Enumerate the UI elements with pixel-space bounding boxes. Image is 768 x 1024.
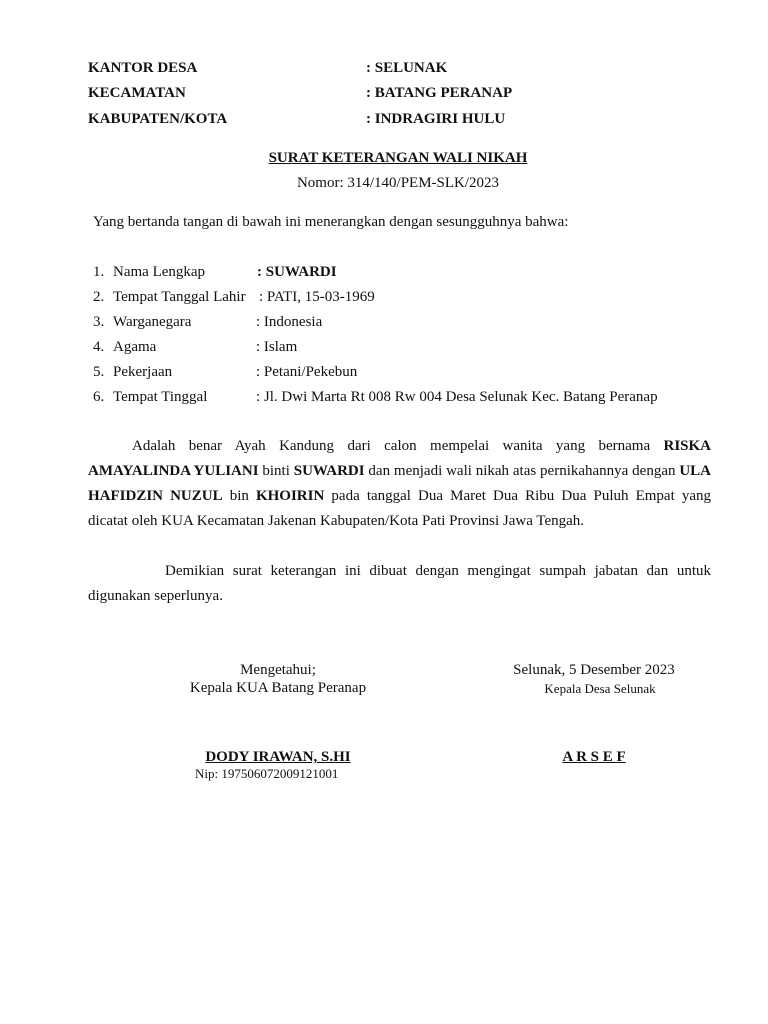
signature-right-title: Kepala Desa Selunak (544, 681, 656, 696)
field-number: 4. (93, 339, 105, 355)
intro-text: Yang bertanda tangan di bawah ini menerangkan dengan sesungguhnya bahwa: (93, 214, 569, 230)
body-text: pada tanggal Dua Maret Dua Ribu Dua Puluh Empat yang dicatat oleh KUA Kecamatan Jakenan Kabupaten/Kota Pati Provinsi Jawa Tengah. (88, 488, 711, 529)
field-label-pekerjaan: Pekerjaan (113, 364, 173, 380)
signature-left-nip: Nip: 197506072009121001 (195, 766, 339, 781)
groom-name: ULA HAFIDZIN NUZUL (88, 463, 712, 504)
field-label-nama: Nama Lengkap (113, 264, 206, 280)
header-label-kantor-desa: KANTOR DESA (88, 60, 198, 76)
field-label-ttl: Tempat Tanggal Lahir (113, 289, 246, 305)
signature-right-name: A R S E F (562, 749, 626, 765)
header-value-kabupaten: : INDRAGIRI HULU (366, 111, 506, 127)
body-text: binti (258, 463, 294, 479)
field-number: 1. (93, 264, 105, 280)
field-number: 5. (93, 364, 105, 380)
field-value-tempat-tinggal: : Jl. Dwi Marta Rt 008 Rw 004 Desa Selunak Kec. Batang Peranap (256, 389, 658, 405)
header-value-kecamatan: : BATANG PERANAP (366, 85, 513, 101)
field-label-warganegara: Warganegara (113, 314, 192, 330)
field-value-nama: : SUWARDI (257, 264, 337, 280)
document-title: SURAT KETERANGAN WALI NIKAH (268, 150, 528, 166)
field-label-tempat-tinggal: Tempat Tinggal (113, 389, 208, 405)
field-number: 6. (93, 389, 105, 405)
father-name: SUWARDI (293, 463, 365, 479)
body-paragraph-1 (88, 434, 711, 534)
field-value-warganegara: : Indonesia (256, 314, 323, 330)
header-label-kabupaten: KABUPATEN/KOTA (88, 111, 228, 127)
header-value-kantor-desa: : SELUNAK (366, 60, 448, 76)
field-value-ttl: : PATI, 15-03-1969 (259, 289, 375, 305)
signature-left-name: DODY IRAWAN, S.HI (205, 749, 351, 765)
field-number: 3. (93, 314, 105, 330)
signature-left-line1: Mengetahui; (240, 662, 316, 678)
body-text: dan menjadi wali nikah atas pernikahannya dengan (364, 463, 680, 479)
bride-name: RISKA AMAYALINDA YULIANI (88, 438, 711, 479)
document-number: Nomor: 314/140/PEM-SLK/2023 (296, 175, 500, 191)
signature-right-date: Selunak, 5 Desember 2023 (513, 662, 675, 678)
field-label-agama: Agama (113, 339, 157, 355)
header-label-kecamatan: KECAMATAN (88, 85, 186, 101)
field-number: 2. (93, 289, 105, 305)
body-text: Adalah benar Ayah Kandung dari calon mempelai wanita yang bernama (132, 438, 664, 454)
field-value-pekerjaan: : Petani/Pekebun (256, 364, 358, 380)
body-text: bin (222, 488, 256, 504)
field-value-agama: : Islam (256, 339, 298, 355)
body-paragraph-2 (88, 559, 711, 609)
signature-left-line2: Kepala KUA Batang Peranap (189, 680, 367, 696)
closing-text: Demikian surat keterangan ini dibuat dengan mengingat sumpah jabatan dan untuk digunakan seperlunya. (88, 563, 711, 604)
groom-father-name: KHOIRIN (255, 488, 325, 504)
